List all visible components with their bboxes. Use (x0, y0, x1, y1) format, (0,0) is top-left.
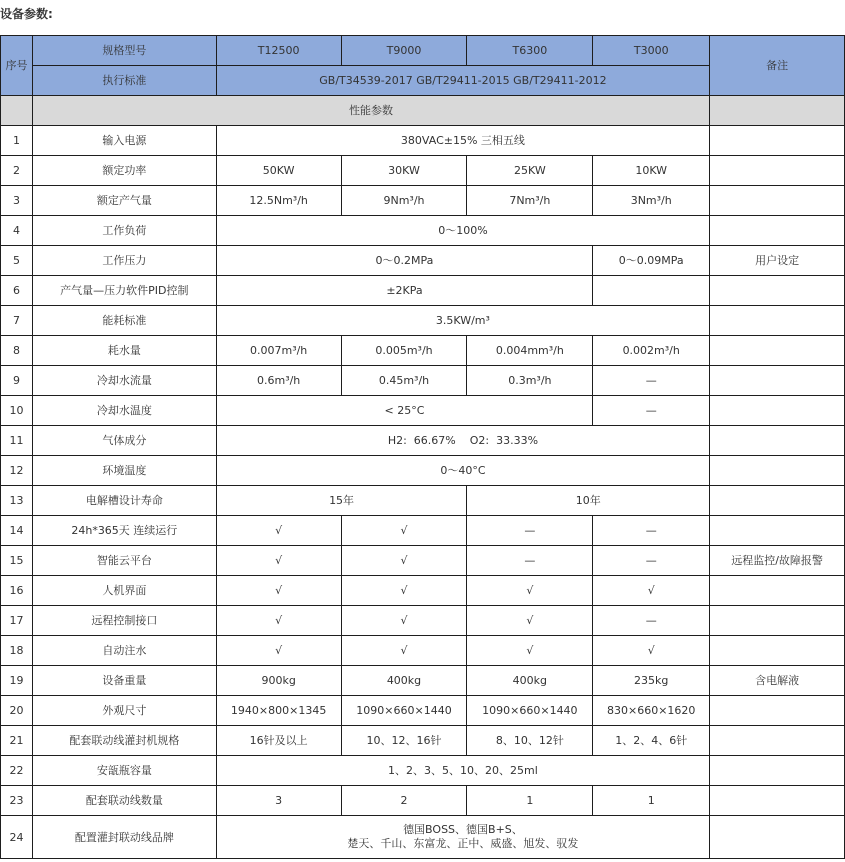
row-value: √ (593, 576, 710, 606)
row-value: 0.005m³/h (341, 336, 467, 366)
row-value: H2: 66.67% O2: 33.33% (216, 426, 709, 456)
row-name: 工作负荷 (32, 216, 216, 246)
row-value: 1 (593, 786, 710, 816)
row-value: √ (341, 636, 467, 666)
row-number: 11 (1, 426, 33, 456)
row-value: 400kg (467, 666, 593, 696)
row-value: 0～0.09MPa (593, 246, 710, 276)
row-value: 7Nm³/h (467, 186, 593, 216)
row-name: 配套联动线灌封机规格 (32, 726, 216, 756)
row-value: √ (216, 516, 341, 546)
table-row (1, 516, 845, 546)
row-value: √ (341, 516, 467, 546)
row-value: 10年 (467, 486, 710, 516)
row-value: 0.004mm³/h (467, 336, 593, 366)
row-value: < 25°C (216, 396, 593, 426)
row-value: 30KW (341, 156, 467, 186)
row-remark: 用户设定 (710, 246, 845, 276)
row-value: 15年 (216, 486, 467, 516)
row-name: 电解槽设计寿命 (32, 486, 216, 516)
table-row (1, 606, 845, 636)
row-value: 0～40°C (216, 456, 709, 486)
header-standard-label: 执行标准 (32, 66, 216, 96)
row-value: 0.007m³/h (216, 336, 341, 366)
row-name: 设备重量 (32, 666, 216, 696)
row-number: 21 (1, 726, 33, 756)
row-value: — (593, 546, 710, 576)
table-row (1, 756, 845, 786)
table-row (1, 546, 845, 576)
row-value: 1、2、4、6针 (593, 726, 710, 756)
row-name: 冷却水温度 (32, 396, 216, 426)
row-number: 5 (1, 246, 33, 276)
header-spec-label: 规格型号 (32, 36, 216, 66)
row-value: 1090×660×1440 (467, 696, 593, 726)
row-remark: 远程监控/故障报警 (710, 546, 845, 576)
row-name: 人机界面 (32, 576, 216, 606)
row-value: 0.45m³/h (341, 366, 467, 396)
row-value: √ (341, 546, 467, 576)
row-remark (710, 336, 845, 366)
row-value: — (593, 606, 710, 636)
table-row (1, 336, 845, 366)
row-name: 24h*365天 连续运行 (32, 516, 216, 546)
row-value: √ (467, 606, 593, 636)
row-value: √ (216, 606, 341, 636)
row-value: √ (341, 606, 467, 636)
row-value: 0～100% (216, 216, 709, 246)
row-remark (710, 636, 845, 666)
row-name: 智能云平台 (32, 546, 216, 576)
row-number: 14 (1, 516, 33, 546)
brand-line: 德国BOSS、德国B+S、 (403, 823, 523, 836)
header-model: T3000 (593, 36, 710, 66)
row-value: — (593, 516, 710, 546)
row-remark: 含电解液 (710, 666, 845, 696)
row-name: 冷却水流量 (32, 366, 216, 396)
row-value: — (593, 396, 710, 426)
header-seq: 序号 (1, 36, 33, 96)
row-value: √ (467, 636, 593, 666)
row-name: 能耗标准 (32, 306, 216, 336)
row-value: 25KW (467, 156, 593, 186)
table-row (1, 816, 845, 859)
row-remark (710, 456, 845, 486)
row-number: 18 (1, 636, 33, 666)
row-remark (710, 426, 845, 456)
row-name: 安瓿瓶容量 (32, 756, 216, 786)
row-remark (710, 696, 845, 726)
row-number: 12 (1, 456, 33, 486)
row-value: 10、12、16针 (341, 726, 467, 756)
header-model: T6300 (467, 36, 593, 66)
row-value: √ (593, 636, 710, 666)
section-row (1, 96, 845, 126)
row-number: 19 (1, 666, 33, 696)
row-number: 9 (1, 366, 33, 396)
row-name: 额定产气量 (32, 186, 216, 216)
table-row (1, 666, 845, 696)
row-number: 2 (1, 156, 33, 186)
row-name: 配置灌封联动线品牌 (32, 816, 216, 859)
row-value: 8、10、12针 (467, 726, 593, 756)
row-number: 3 (1, 186, 33, 216)
row-value: √ (216, 636, 341, 666)
row-remark (710, 396, 845, 426)
row-value (593, 276, 710, 306)
row-remark (710, 516, 845, 546)
table-row (1, 306, 845, 336)
table-row (1, 366, 845, 396)
row-value: 400kg (341, 666, 467, 696)
section-title: 性能参数 (32, 96, 709, 126)
row-value: 1 (467, 786, 593, 816)
row-number: 4 (1, 216, 33, 246)
row-value: 1940×800×1345 (216, 696, 341, 726)
header-model: T9000 (341, 36, 467, 66)
table-row (1, 396, 845, 426)
row-number: 20 (1, 696, 33, 726)
header-row-spec (1, 36, 845, 66)
row-name: 额定功率 (32, 156, 216, 186)
row-value (216, 816, 709, 859)
row-number: 22 (1, 756, 33, 786)
row-name: 配套联动线数量 (32, 786, 216, 816)
row-value: — (467, 516, 593, 546)
row-name: 远程控制接口 (32, 606, 216, 636)
brand-line: 楚天、千山、东富龙、正中、威盛、旭发、驭发 (347, 837, 579, 850)
row-number: 24 (1, 816, 33, 859)
row-number: 7 (1, 306, 33, 336)
row-number: 6 (1, 276, 33, 306)
row-value: 16针及以上 (216, 726, 341, 756)
row-remark (710, 156, 845, 186)
row-value: √ (216, 576, 341, 606)
row-number: 15 (1, 546, 33, 576)
table-row (1, 246, 845, 276)
table-row (1, 216, 845, 246)
table-row (1, 576, 845, 606)
row-value: — (467, 546, 593, 576)
row-name: 环境温度 (32, 456, 216, 486)
row-name: 外观尺寸 (32, 696, 216, 726)
row-number: 17 (1, 606, 33, 636)
row-value: 3Nm³/h (593, 186, 710, 216)
device-parameter-table (0, 35, 845, 859)
row-value: 10KW (593, 156, 710, 186)
row-remark (710, 726, 845, 756)
row-remark (710, 786, 845, 816)
row-value: 0.3m³/h (467, 366, 593, 396)
row-value: 12.5Nm³/h (216, 186, 341, 216)
row-number: 10 (1, 396, 33, 426)
row-value: 50KW (216, 156, 341, 186)
row-value: 235kg (593, 666, 710, 696)
row-value: 0.002m³/h (593, 336, 710, 366)
row-number: 13 (1, 486, 33, 516)
table-row (1, 636, 845, 666)
section-blank (710, 96, 845, 126)
row-remark (710, 306, 845, 336)
row-value: ±2KPa (216, 276, 593, 306)
table-row (1, 696, 845, 726)
row-remark (710, 486, 845, 516)
header-remark: 备注 (710, 36, 845, 96)
row-remark (710, 816, 845, 859)
table-row (1, 726, 845, 756)
row-remark (710, 756, 845, 786)
row-value: 900kg (216, 666, 341, 696)
row-remark (710, 216, 845, 246)
row-name: 自动注水 (32, 636, 216, 666)
row-value: — (593, 366, 710, 396)
table-row (1, 456, 845, 486)
row-value: 1090×660×1440 (341, 696, 467, 726)
row-remark (710, 606, 845, 636)
row-number: 1 (1, 126, 33, 156)
row-number: 8 (1, 336, 33, 366)
row-remark (710, 576, 845, 606)
row-number: 16 (1, 576, 33, 606)
row-value: 380VAC±15% 三相五线 (216, 126, 709, 156)
row-value: 0～0.2MPa (216, 246, 593, 276)
row-remark (710, 276, 845, 306)
row-value: √ (216, 546, 341, 576)
row-value: 2 (341, 786, 467, 816)
header-model: T12500 (216, 36, 341, 66)
table-row (1, 486, 845, 516)
row-number: 23 (1, 786, 33, 816)
row-value: 3.5KW/m³ (216, 306, 709, 336)
table-row (1, 156, 845, 186)
row-remark (710, 366, 845, 396)
row-value: √ (467, 576, 593, 606)
table-row (1, 426, 845, 456)
row-name: 输入电源 (32, 126, 216, 156)
row-value: 3 (216, 786, 341, 816)
section-blank (1, 96, 33, 126)
table-row (1, 186, 845, 216)
header-standard-value: GB/T34539-2017 GB/T29411-2015 GB/T29411-2012 (216, 66, 709, 96)
row-remark (710, 186, 845, 216)
row-name: 工作压力 (32, 246, 216, 276)
row-value: 830×660×1620 (593, 696, 710, 726)
row-remark (710, 126, 845, 156)
row-value: √ (341, 576, 467, 606)
page-title: 设备参数: (0, 7, 53, 21)
table-row (1, 276, 845, 306)
row-value: 0.6m³/h (216, 366, 341, 396)
table-row (1, 786, 845, 816)
row-name: 气体成分 (32, 426, 216, 456)
table-row (1, 126, 845, 156)
row-value: 9Nm³/h (341, 186, 467, 216)
row-name: 耗水量 (32, 336, 216, 366)
row-name: 产气量—压力软件PID控制 (32, 276, 216, 306)
row-value: 1、2、3、5、10、20、25ml (216, 756, 709, 786)
